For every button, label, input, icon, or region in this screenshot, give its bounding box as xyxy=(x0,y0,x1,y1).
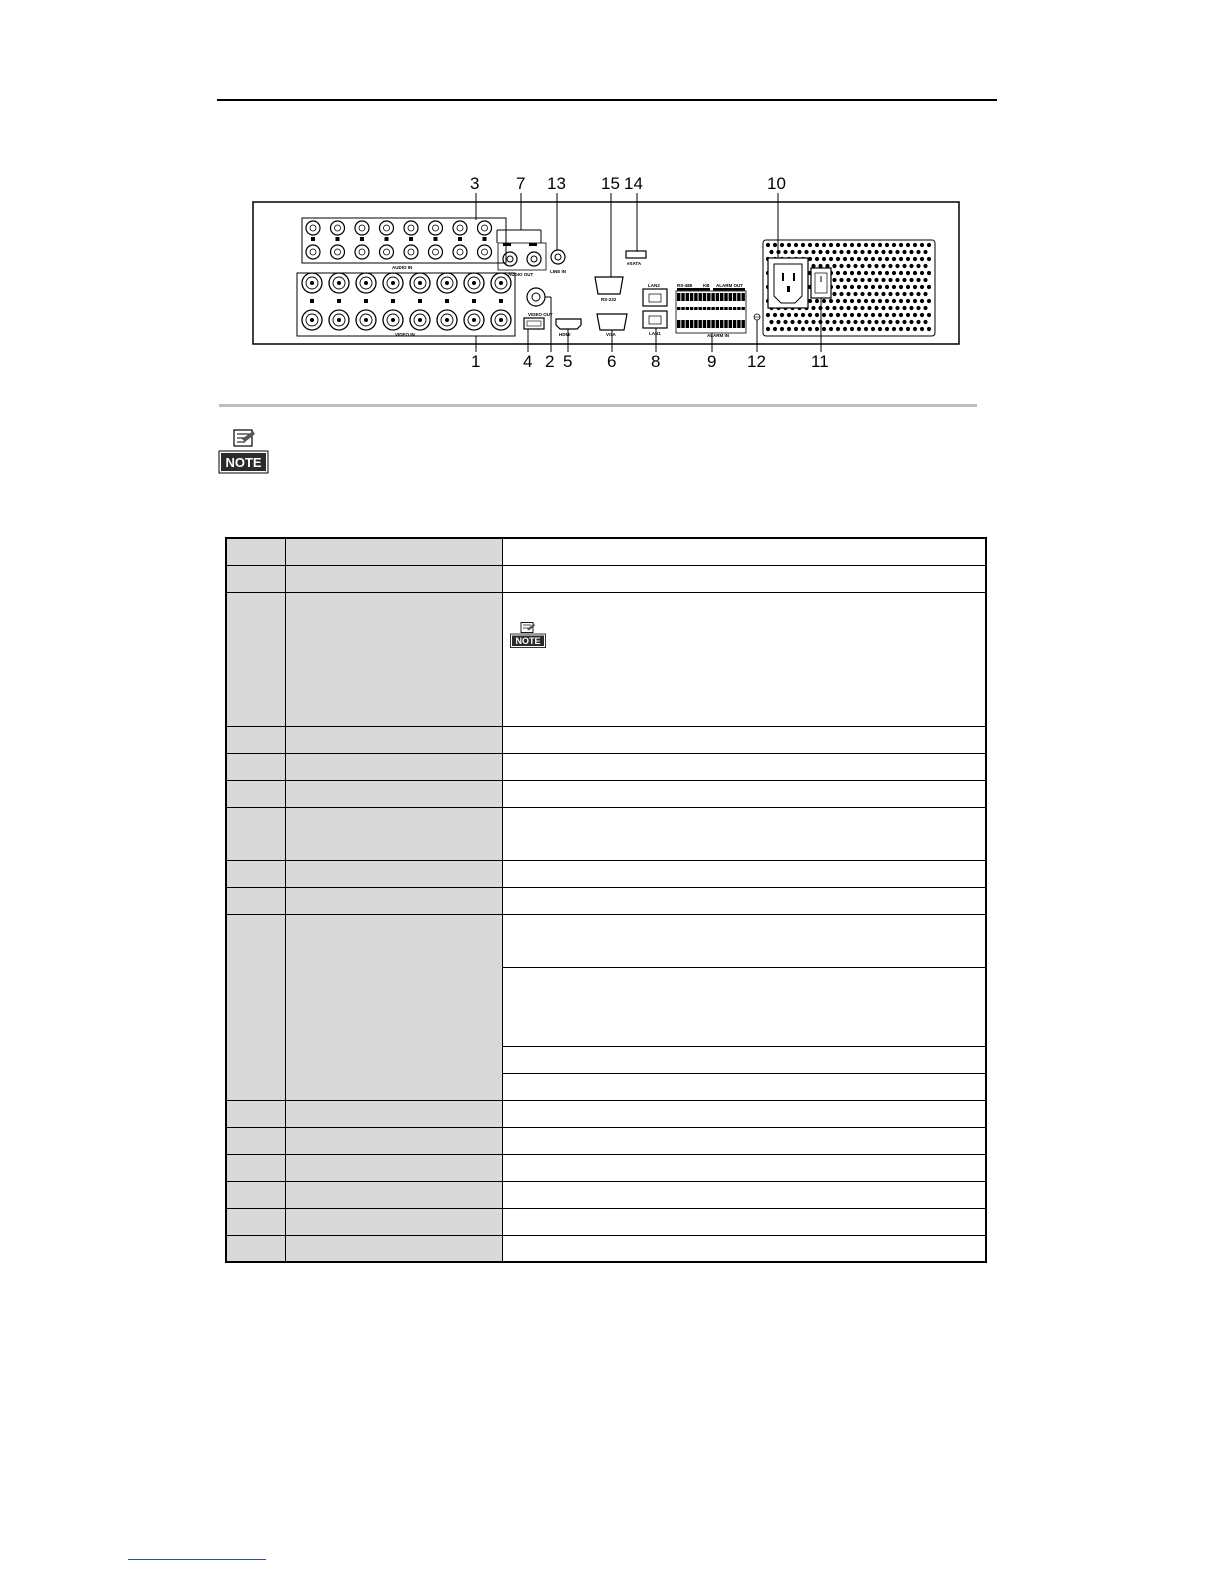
callout-4: 4 xyxy=(523,352,533,371)
lan1-port xyxy=(643,311,667,328)
table-row xyxy=(226,1235,986,1262)
audio-in-connector xyxy=(331,221,345,235)
callout-13: 13 xyxy=(547,174,566,193)
callout-14: 14 xyxy=(624,174,643,193)
video-in-connector xyxy=(437,273,457,293)
line-in-label: LINE IN xyxy=(550,269,567,274)
video-in-connector xyxy=(329,273,349,293)
callout-9: 9 xyxy=(707,352,717,371)
callout-10: 10 xyxy=(767,174,786,193)
video-in-connector xyxy=(383,310,403,330)
callout-3: 3 xyxy=(470,174,480,193)
audio-out-block xyxy=(498,243,546,270)
video-in-connector xyxy=(464,310,484,330)
table-row xyxy=(226,914,986,967)
kb-label: KB xyxy=(703,283,710,288)
callout-11: 11 xyxy=(811,352,829,371)
audio-in-connector xyxy=(404,245,418,259)
callout-15: 15 xyxy=(601,174,620,193)
hdmi-port xyxy=(556,319,581,329)
audio-out-label: AUDIO OUT xyxy=(508,272,534,277)
svg-text:NOTE: NOTE xyxy=(515,636,541,646)
callout-12: 12 xyxy=(747,352,766,371)
video-in-connector xyxy=(329,310,349,330)
callout-5: 5 xyxy=(563,352,573,371)
table-row xyxy=(226,538,986,565)
table-row xyxy=(226,565,986,592)
hdmi-label: HDMI xyxy=(559,332,571,337)
header-rule xyxy=(217,99,997,101)
audio-in-connector xyxy=(429,221,443,235)
rear-panel-figure xyxy=(245,170,970,380)
callout-8: 8 xyxy=(651,352,661,371)
video-out-connector xyxy=(527,288,545,306)
vga-label: VGA xyxy=(606,332,616,337)
video-in-label: VIDEO IN xyxy=(395,332,415,337)
video-in-connector xyxy=(302,273,322,293)
alarm-in-label: ALARM IN xyxy=(707,333,729,338)
video-in-connector xyxy=(383,273,403,293)
alarm-out-label: ALARM OUT xyxy=(716,283,743,288)
audio-in-connector xyxy=(404,221,418,235)
audio-out-connector-1 xyxy=(503,252,517,266)
rs232-label: RS-232 xyxy=(601,297,617,302)
table-row xyxy=(226,1100,986,1127)
note-icon xyxy=(218,429,270,474)
audio-out-connector-2 xyxy=(527,252,541,266)
section-divider xyxy=(219,404,977,407)
audio-in-connector xyxy=(380,245,394,259)
callout-1: 1 xyxy=(471,352,481,371)
video-in-connector xyxy=(464,273,484,293)
video-in-connector xyxy=(356,273,376,293)
audio-in-connectors xyxy=(306,221,492,259)
video-in-connector xyxy=(437,310,457,330)
table-note-icon xyxy=(510,622,546,648)
video-in-connector xyxy=(410,273,430,293)
audio-in-connector xyxy=(478,221,492,235)
table-row xyxy=(226,887,986,914)
lan2-label: LAN2 xyxy=(648,283,660,288)
audio-in-connector xyxy=(429,245,443,259)
audio-in-connector xyxy=(331,245,345,259)
callout-7: 7 xyxy=(516,174,526,193)
table-row xyxy=(226,1181,986,1208)
callout-2: 2 xyxy=(545,352,555,371)
svg-text:NOTE: NOTE xyxy=(225,455,262,470)
vga-port xyxy=(597,314,627,330)
table-row xyxy=(226,1154,986,1181)
video-in-connector xyxy=(302,310,322,330)
esata-port xyxy=(626,251,646,258)
video-out-label: VIDEO OUT xyxy=(528,312,553,317)
table-row xyxy=(226,1208,986,1235)
footer-rule xyxy=(128,1559,266,1560)
rs485-label: RS-485 xyxy=(677,283,693,288)
rear-panel-table xyxy=(225,537,987,1263)
audio-in-connector xyxy=(306,245,320,259)
audio-in-connector xyxy=(355,245,369,259)
audio-in-connector xyxy=(478,245,492,259)
audio-in-connector xyxy=(306,221,320,235)
lan2-port xyxy=(643,289,667,306)
video-in-connector xyxy=(410,310,430,330)
lan1-label: LAN1 xyxy=(649,331,661,336)
video-in-connectors xyxy=(302,273,511,330)
audio-in-label: AUDIO IN xyxy=(392,265,413,270)
callout-6: 6 xyxy=(607,352,617,371)
video-in-connector xyxy=(491,310,511,330)
table-row xyxy=(226,860,986,887)
table-row xyxy=(226,726,986,753)
audio-in-connector xyxy=(355,221,369,235)
power-switch xyxy=(811,268,831,298)
table-row xyxy=(226,753,986,780)
table-row xyxy=(226,592,986,726)
video-in-connector xyxy=(356,310,376,330)
line-in-connector xyxy=(551,250,565,264)
esata-label: eSATA xyxy=(627,261,642,266)
table-row xyxy=(226,807,986,860)
audio-in-connector xyxy=(453,245,467,259)
table-row xyxy=(226,780,986,807)
alarm-terminal-block xyxy=(676,288,746,333)
audio-in-connector xyxy=(380,221,394,235)
rs232-port xyxy=(595,277,623,294)
table-row xyxy=(226,1127,986,1154)
audio-in-connector xyxy=(453,221,467,235)
